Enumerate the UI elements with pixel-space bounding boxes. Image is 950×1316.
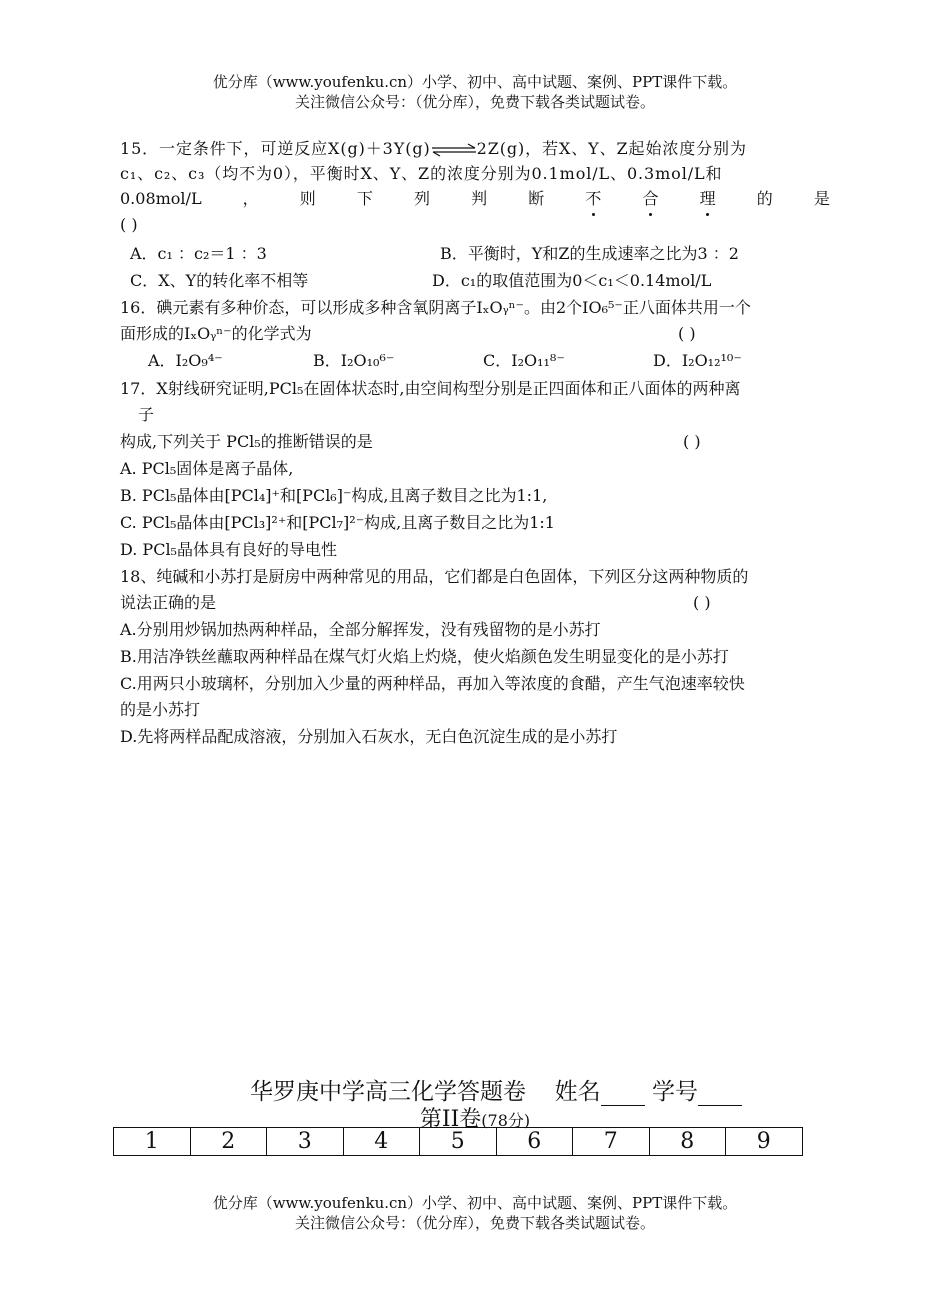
- q15-option-a: A．c₁ ：c₂＝1 ：3: [130, 244, 267, 263]
- q15-word: 下: [356, 189, 373, 208]
- q18-answer-paren: ( ): [693, 593, 711, 612]
- q15-word: ，: [242, 189, 259, 208]
- q15-word: 的: [756, 189, 773, 208]
- q15-word: 列: [414, 189, 431, 208]
- q16-line-2: 面形成的IₓOᵧⁿ⁻的化学式为: [120, 324, 312, 343]
- q15-emphasis-word: 理: [699, 189, 716, 208]
- q18-option-c-2: 的是小苏打: [120, 700, 201, 719]
- q17-option-c: C. PCl₅晶体由[PCl₃]²⁺和[PCl₇]²⁻构成,且离子数目之比为1:1: [120, 513, 555, 532]
- q16-option-c: C．I₂O₁₁⁸⁻: [483, 351, 565, 370]
- q16-option-b: B．I₂O₁₀⁶⁻: [313, 351, 395, 370]
- section-score: (78分): [481, 1111, 531, 1130]
- q18-option-d: D.先将两样品配成溶液，分别加入石灰水，无白色沉淀生成的是小苏打: [120, 727, 618, 746]
- answer-grid: [113, 1127, 803, 1156]
- name-label: 姓名: [554, 1079, 601, 1105]
- header-line-2: 关注微信公众号：（优分库），免费下载各类试题试卷。: [294, 93, 655, 111]
- q15-word: 是: [813, 189, 830, 208]
- q15-line-1-pre: 15．一定条件下，可逆反应X(g)＋3Y(g): [120, 139, 431, 158]
- q18-option-c-1: C.用两只小玻璃杯，分别加入少量的两种样品，再加入等浓度的食醋，产生气泡速率较快: [120, 674, 745, 693]
- answer-column-header: 8: [649, 1128, 726, 1156]
- answer-column-header: 7: [573, 1128, 650, 1156]
- answer-column-header: 4: [343, 1128, 420, 1156]
- footer-line-1: 优分库（www.youfenku.cn）小学、初中、高中试题、案例、PPT课件下载。: [212, 1194, 738, 1212]
- q18-line-1: 18、纯碱和小苏打是厨房中两种常见的用品，它们都是白色固体，下列区分这两种物质的: [120, 567, 749, 586]
- q17-line-3: 构成,下列关于 PCl₅的推断错误的是: [120, 432, 373, 451]
- q17-line-2: 子: [138, 405, 155, 424]
- q15-option-c: C．X、Y的转化率不相等: [130, 271, 309, 290]
- q16-option-d: D．I₂O₁₂¹⁰⁻: [653, 351, 742, 370]
- footer-line-2: 关注微信公众号：（优分库），免费下载各类试题试卷。: [294, 1214, 655, 1232]
- answer-column-header: 9: [726, 1128, 803, 1156]
- q18-option-a: A.分别用炒锅加热两种样品，全部分解挥发，没有残留物的是小苏打: [120, 620, 601, 639]
- q15-line-1: [120, 138, 747, 160]
- q15-emphasis-word: 不: [585, 189, 602, 208]
- equilibrium-arrow-icon: [431, 143, 477, 157]
- header-line-1: 优分库（www.youfenku.cn）小学、初中、高中试题、案例、PPT课件下载。: [212, 73, 738, 91]
- answer-column-header: 3: [267, 1128, 344, 1156]
- q15-option-b: B．平衡时，Y和Z的生成速率之比为3 ：2: [440, 244, 739, 263]
- q15-line-1-post: 2Z(g)，若X、Y、Z起始浓度分别为: [476, 139, 747, 158]
- q15-emphasis-word: 合: [642, 189, 659, 208]
- answer-sheet-title: 华罗庚中学高三化学答题卷: [250, 1079, 526, 1105]
- answer-column-header: 2: [190, 1128, 267, 1156]
- q15-line-3: [120, 188, 830, 210]
- q17-option-d: D. PCl₅晶体具有良好的导电性: [120, 540, 337, 559]
- q15-word: 则: [299, 189, 316, 208]
- q16-line-1: 16．碘元素有多种价态，可以形成多种含氧阴离子IₓOᵧⁿ⁻。由2个IO₆⁵⁻正八面体共用一个: [120, 298, 751, 317]
- q15-word: 0.08mol/L: [120, 189, 202, 208]
- section-label: 第II卷: [419, 1107, 482, 1132]
- q15-line-2: c₁、c₂、c₃（均不为0），平衡时X、Y、Z的浓度分别为0.1mol/L、0.3mol/L和: [120, 164, 723, 183]
- q17-line-1: 17．X射线研究证明,PCl₅在固体状态时,由空间构型分别是正四面体和正八面体的两种离: [120, 379, 741, 398]
- q15-option-d: D．c₁的取值范围为0＜c₁＜0.14mol/L: [432, 271, 712, 290]
- answer-column-header: 5: [420, 1128, 497, 1156]
- q18-option-b: B.用洁净铁丝蘸取两种样品在煤气灯火焰上灼烧，使火焰颜色发生明显变化的是小苏打: [120, 647, 729, 666]
- q16-answer-paren: ( ): [678, 324, 696, 343]
- q17-answer-paren: ( ): [683, 432, 701, 451]
- answer-grid-header-row: [114, 1128, 803, 1156]
- answer-column-header: 6: [496, 1128, 573, 1156]
- q16-option-a: A．I₂O₉⁴⁻: [148, 351, 223, 370]
- q15-word: 断: [528, 189, 545, 208]
- q15-answer-paren: ( ): [120, 215, 138, 234]
- id-label: 学号: [651, 1079, 698, 1105]
- q17-option-b: B. PCl₅晶体由[PCl₄]⁺和[PCl₆]⁻构成,且离子数目之比为1:1,: [120, 486, 548, 505]
- q17-option-a: A. PCl₅固体是离子晶体,: [120, 459, 294, 478]
- answer-column-header: 1: [114, 1128, 191, 1156]
- q15-word: 判: [471, 189, 488, 208]
- q18-line-2: 说法正确的是: [120, 593, 217, 612]
